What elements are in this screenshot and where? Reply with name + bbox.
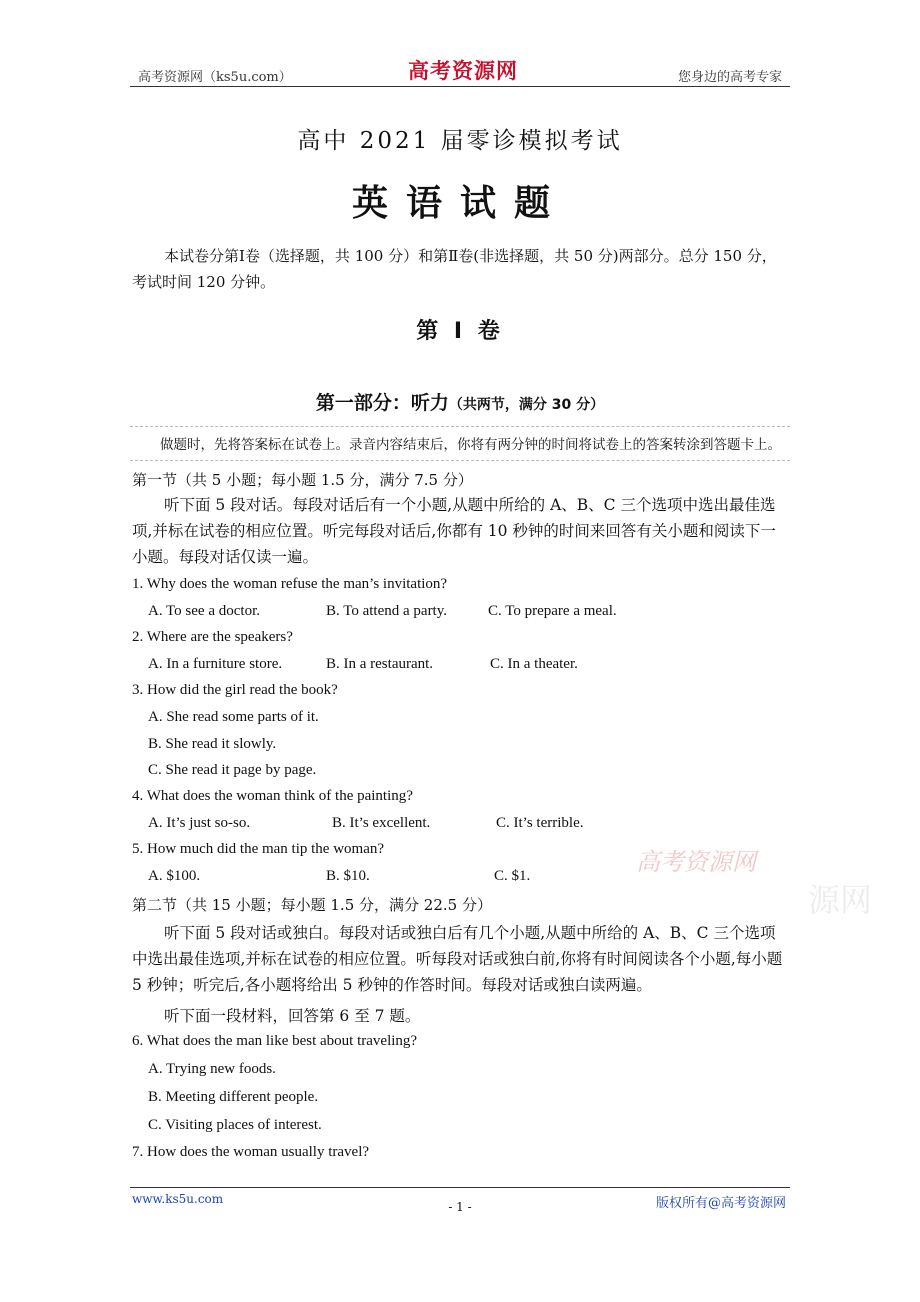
option: B. To attend a party.: [326, 603, 448, 619]
option: B. She read it slowly.: [148, 736, 277, 752]
footer-copyright: 版权所有@高考资源网: [655, 1196, 786, 1211]
option: C. It’s terrible.: [496, 815, 584, 831]
option: C. She read it page by page.: [148, 762, 317, 778]
header-site-name: 高考资源网（ks5u.com）: [138, 70, 292, 85]
section1-directions: 听下面 5 段对话。每段对话后有一个小题,从题中所给的 A、B、C 三个选项中选出最佳选项,并标在试卷的相应位置。听完每段对话后,你都有 10 秒钟的时间来回答有关小题和阅读下一小题。每段对话仅读一遍。: [132, 496, 776, 566]
option: A. To see a doctor.: [148, 603, 260, 619]
section2-material: 听下面一段材料，回答第 6 至 7 题。: [164, 1007, 421, 1025]
header-rule: [130, 86, 790, 87]
watermark-text-secondary: 源网: [808, 881, 873, 919]
option: B. In a restaurant.: [326, 656, 434, 672]
page-number: - 1 -: [448, 1200, 472, 1214]
watermark-text: 高考资源网: [636, 848, 756, 876]
question-stem: 5. How much did the man tip the woman?: [132, 841, 385, 857]
option: A. In a furniture store.: [148, 656, 283, 672]
part-instruction: 做题时，先将答案标在试卷上。录音内容结束后，你将有两分钟的时间将试卷上的答案转涂到答题卡上。: [160, 437, 781, 453]
section2-heading: 第二节（共 15 小题；每小题 1.5 分，满分 22.5 分）: [132, 896, 492, 914]
section1-heading: 第一节（共 5 小题；每小题 1.5 分，满分 7.5 分）: [132, 471, 473, 489]
option: A. Trying new foods.: [148, 1061, 276, 1077]
subject-title: 英语试题: [351, 183, 568, 224]
header-slogan: 您身边的高考专家: [677, 70, 782, 85]
option: A. She read some parts of it.: [148, 709, 319, 725]
question-stem: 3. How did the girl read the book?: [132, 682, 338, 698]
option: A. $100.: [148, 868, 201, 884]
instruction-bottom-rule: [130, 460, 790, 461]
part-heading: [0, 388, 920, 415]
exam-title: 高中 2021 届零诊模拟考试: [297, 128, 623, 154]
header-logo: 高考资源网: [408, 58, 518, 83]
instruction-top-rule: [130, 426, 790, 427]
option: B. $10.: [326, 868, 370, 884]
option: C. In a theater.: [490, 656, 578, 672]
question-stem: 2. Where are the speakers?: [132, 629, 293, 645]
question-stem: 6. What does the man like best about traveling?: [132, 1033, 418, 1049]
footer-link[interactable]: www.ks5u.com: [132, 1192, 224, 1206]
option: C. $1.: [494, 868, 531, 884]
section2-directions: 听下面 5 段对话或独白。每段对话或独白后有几个小题,从题中所给的 A、B、C 三个选项中选出最佳选项,并标在试卷的相应位置。听每段对话或独白前,你将有时间阅读各个小题,每小题 5 秒钟；听完后,各小题将给出 5 秒钟的作答时间。每段对话或独白读两遍。: [132, 924, 783, 994]
part-subtitle: （共两节，满分 30 分）: [448, 397, 605, 413]
question-stem: 4. What does the woman think of the painting?: [132, 788, 413, 804]
question-stem: 1. Why does the woman refuse the man’s invitation?: [132, 576, 448, 592]
volume-heading: 第 Ⅰ 卷: [416, 319, 504, 344]
question-stem: 7. How does the woman usually travel?: [132, 1144, 370, 1160]
option: B. Meeting different people.: [148, 1089, 319, 1105]
exam-intro: 本试卷分第Ⅰ卷（选择题，共 100 分）和第Ⅱ卷(非选择题，共 50 分)两部分。总分 150 分，考试时间 120 分钟。: [132, 247, 777, 291]
part-title: 第一部分：听力: [315, 392, 449, 414]
option: B. It’s excellent.: [332, 815, 431, 831]
option: C. Visiting places of interest.: [148, 1117, 322, 1133]
option: C. To prepare a meal.: [488, 603, 617, 619]
option: A. It’s just so-so.: [148, 815, 251, 831]
footer-rule: [130, 1187, 790, 1188]
